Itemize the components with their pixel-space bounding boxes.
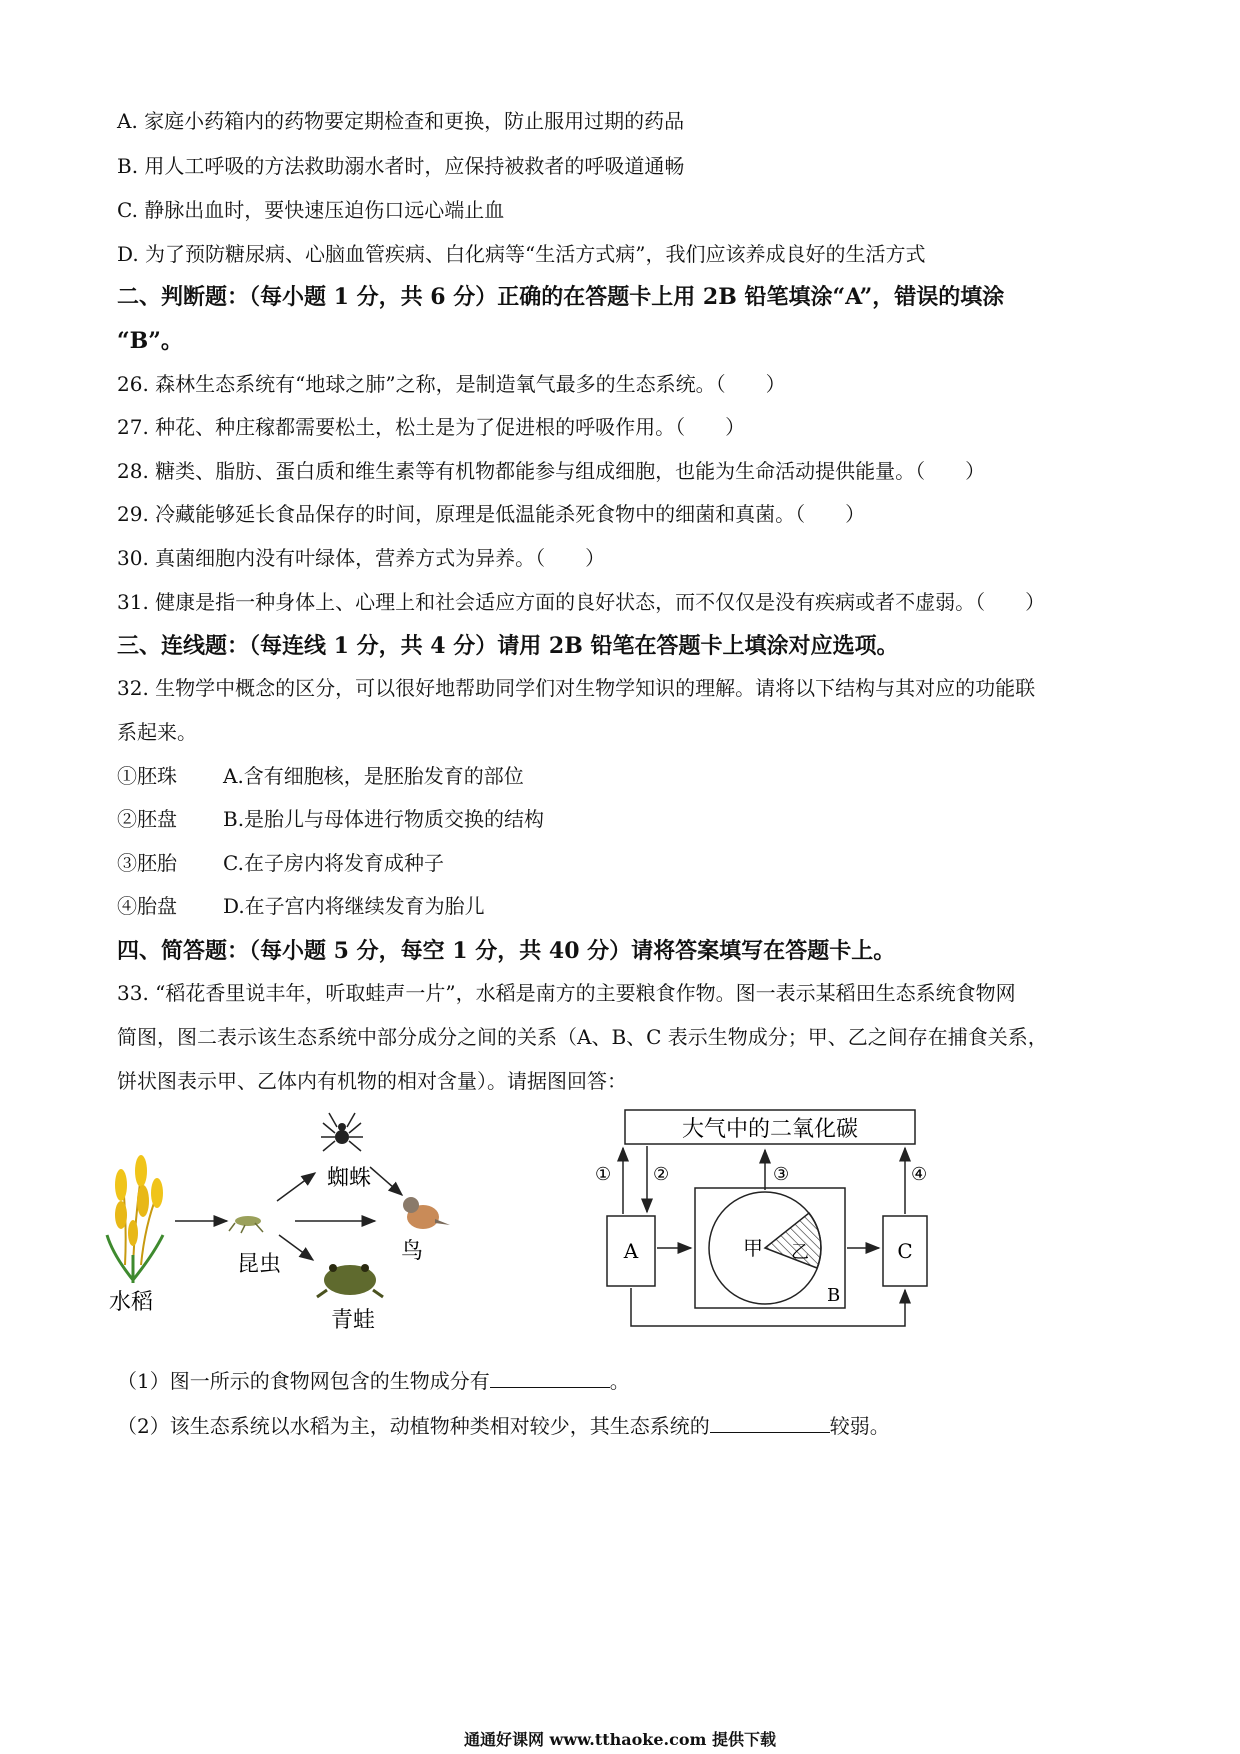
option-b: B. 用人工呼吸的方法救助溺水者时，应保持被救者的呼吸道通畅 [117,154,685,178]
match-right: D.在子宫内将继续发育为胎儿 [223,894,485,918]
label-a: A [623,1239,639,1263]
option-d: D. 为了预防糖尿病、心脑血管疾病、白化病等“生活方式病”，我们应该养成良好的生活方式 [117,242,926,266]
match-left: ②胚盘 [117,807,177,831]
option-a: A. 家庭小药箱内的药物要定期检查和更换，防止服用过期的药品 [117,109,685,133]
sub1-text: （1）图一所示的食物网包含的生物成分有 [117,1369,490,1393]
question-33: 33. “稻花香里说丰年，听取蛙声一片”，水稻是南方的主要粮食作物。图一表示某稻田生态系统食物网 [117,981,1016,1005]
section4-heading: 四、简答题：（每小题 5 分，每空 1 分，共 40 分）请将答案填写在答题卡上。 [117,938,896,964]
bird-image [403,1197,450,1229]
sub-question-1 [117,1365,630,1394]
answer-blank-1[interactable] [490,1369,610,1388]
label-n1: ① [595,1164,612,1185]
match-right: C.在子房内将发育成种子 [223,851,444,875]
match-row [117,847,444,876]
label-n2: ② [653,1164,670,1185]
match-right: A.含有细胞核，是胚胎发育的部位 [223,764,524,788]
food-web-figure [105,1105,525,1355]
rice-image [107,1155,163,1283]
question-32-cont: 系起来。 [117,720,197,744]
insect-label: 昆虫 [237,1252,282,1277]
spider-image [321,1113,363,1151]
question-29: 29. 冷藏能够延长食品保存的时间，原理是低温能杀死食物中的细菌和真菌。（ ） [117,502,866,526]
answer-blank-2[interactable] [710,1414,830,1433]
carbon-cycle-figure [585,1108,965,1338]
question-33-cont: 简图，图二表示该生态系统中部分成分之间的关系（A、B、C 表示生物成分；甲、乙之间存在捕食关系， [117,1025,1048,1049]
label-jia: 甲 [743,1236,763,1260]
question-33-cont2: 饼状图表示甲、乙体内有机物的相对含量）。请据图回答： [117,1069,627,1093]
frog-label: 青蛙 [331,1308,376,1333]
question-30: 30. 真菌细胞内没有叶绿体，营养方式为异养。（ ） [117,546,606,570]
spider-label: 蜘蛛 [327,1166,372,1191]
sub2-text: （2）该生态系统以水稻为主，动植物种类相对较少，其生态系统的 [117,1414,710,1438]
arrow-a-c [631,1288,905,1326]
label-c: C [897,1239,913,1263]
match-right: B.是胎儿与母体进行物质交换的结构 [223,807,545,831]
match-row [117,760,524,789]
section3-heading: 三、连线题：（每连线 1 分，共 4 分）请用 2B 铅笔在答题卡上填涂对应选项。 [117,633,899,659]
match-left: ①胚珠 [117,764,177,788]
label-n3: ③ [773,1164,790,1185]
page-footer: 通通好课网 www.tthaoke.com 提供下载 [463,1730,777,1749]
match-left: ④胎盘 [117,894,177,918]
question-26: 26. 森林生态系统有“地球之肺”之称，是制造氧气最多的生态系统。（ ） [117,372,786,396]
section2-heading: 二、判断题：（每小题 1 分，共 6 分）正确的在答题卡上用 2B 铅笔填涂“A”，错误的填涂 [117,284,1005,310]
question-31: 31. 健康是指一种身体上、心理上和社会适应方面的良好状态，而不仅仅是没有疾病或者不虚弱。（ ） [117,590,1046,614]
sub1-end: 。 [609,1369,630,1393]
arrow-insect-frog [279,1235,313,1260]
section2-heading-cont: “B”。 [117,328,183,354]
arrow-insect-spider [277,1173,315,1201]
question-32: 32. 生物学中概念的区分，可以很好地帮助同学们对生物学知识的理解。请将以下结构与其对应的功能联 [117,676,1036,700]
atmosphere-label: 大气中的二氧化碳 [681,1117,859,1142]
question-28: 28. 糖类、脂肪、蛋白质和维生素等有机物都能参与组成细胞，也能为生命活动提供能量。（ ） [117,459,986,483]
option-c: C. 静脉出血时，要快速压迫伤口远心端止血 [117,198,505,222]
sub-question-2 [117,1410,890,1439]
match-left: ③胚胎 [117,851,177,875]
sub2-end: 较弱。 [829,1414,890,1438]
label-yi: 乙 [791,1242,809,1263]
match-row [117,803,544,832]
label-b: B [827,1285,841,1306]
bird-label: 鸟 [401,1239,424,1264]
insect-image [229,1216,263,1233]
question-27: 27. 种花、种庄稼都需要松土，松土是为了促进根的呼吸作用。（ ） [117,415,746,439]
rice-label: 水稻 [109,1290,154,1315]
label-n4: ④ [911,1164,928,1185]
match-row [117,890,485,919]
frog-image [317,1264,383,1297]
arrow-spider-bird [370,1167,402,1195]
